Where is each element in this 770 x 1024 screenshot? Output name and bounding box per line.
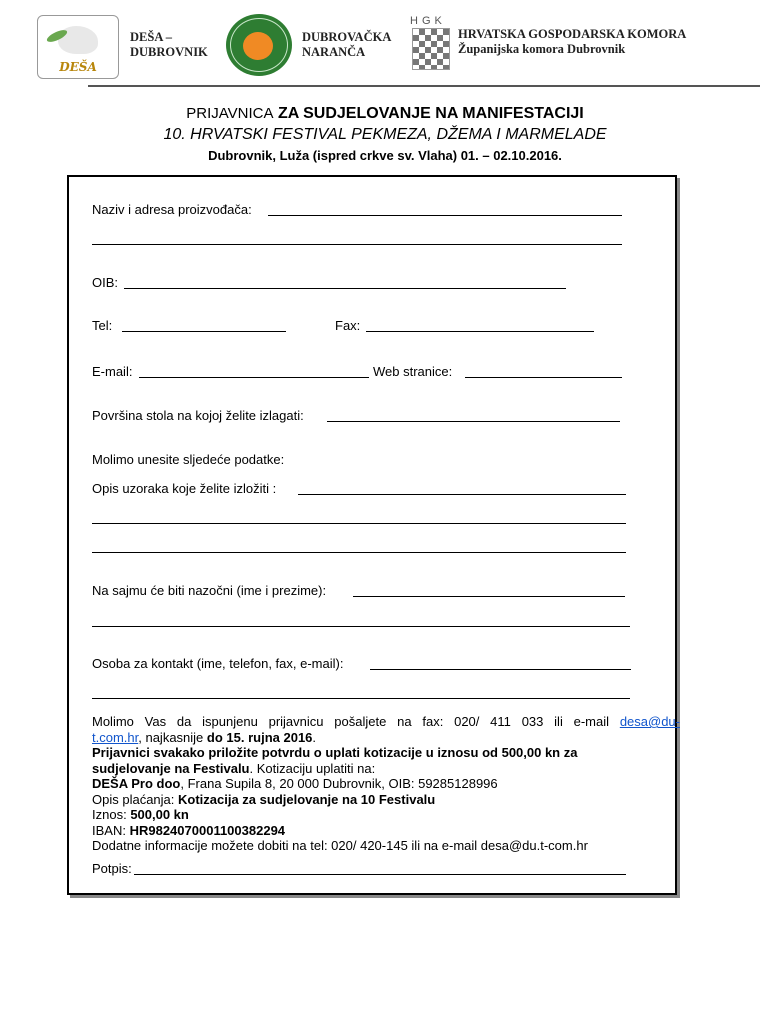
orange-logo: [226, 14, 292, 76]
producer-label: Naziv i adresa proizvođača:: [92, 202, 252, 217]
attendees-label: Na sajmu će biti nazočni (ime i prezime):: [92, 583, 327, 598]
amount-line: Iznos: 500,00 kn: [92, 807, 189, 822]
contact-input[interactable]: [370, 669, 631, 670]
form-title: PRIJAVNICA ZA SUDJELOVANJE NA MANIFESTACIJI: [186, 105, 584, 122]
orange-fruit-icon: [243, 32, 273, 60]
table-area-input[interactable]: [327, 421, 620, 422]
signature-label: Potpis:: [92, 861, 132, 876]
org-naranca-name: DUBROVAČKA NARANČA: [302, 30, 392, 59]
fax-input[interactable]: [366, 331, 594, 332]
tel-input[interactable]: [122, 331, 286, 332]
org-hgk-name: HRVATSKA GOSPODARSKA KOMORA Županijska komora Dubrovnik: [458, 27, 687, 56]
producer-input[interactable]: [268, 215, 622, 216]
instructions-line-2: t.com.hr, najkasnije do 15. rujna 2016.: [92, 729, 317, 745]
croatian-checkerboard-icon: [412, 28, 450, 70]
festival-location: Dubrovnik, Luža (ispred crkve sv. Vlaha) 01. – 02.10.2016.: [208, 148, 562, 163]
document-titles: [0, 104, 770, 165]
please-enter-text: Molimo unesite sljedeće podatke:: [92, 452, 285, 467]
contact-label: Osoba za kontakt (ime, telefon, fax, e-mail):: [92, 656, 344, 671]
header-divider: [88, 85, 760, 87]
samples-input-line2[interactable]: [92, 523, 626, 524]
org-desa-name: DEŠA – DUBROVNIK: [130, 30, 208, 59]
samples-label: Opis uzoraka koje želite izložiti :: [92, 481, 277, 496]
table-area-label: Površina stola na kojoj želite izlagati:: [92, 408, 304, 423]
instructions-line-4: sudjelovanje na Festivalu. Kotizaciju uplatiti na:: [92, 760, 376, 776]
desa-logo-text: DEŠA: [59, 60, 97, 74]
oib-input[interactable]: [124, 288, 566, 289]
samples-input[interactable]: [298, 494, 626, 495]
email-label: E-mail:: [92, 364, 133, 379]
producer-input-line2[interactable]: [92, 244, 622, 245]
web-input[interactable]: [465, 377, 622, 378]
attendees-input-line2[interactable]: [92, 626, 630, 627]
iban-line: IBAN: HR9824070001100382294: [92, 822, 286, 838]
desa-logo: [37, 15, 119, 79]
contact-input-line2[interactable]: [92, 698, 630, 699]
additional-info-line: Dodatne informacije možete dobiti na tel: 020/ 420-145 ili na e-mail desa@du.t-com.hr: [92, 838, 588, 853]
web-label: Web stranice:: [373, 364, 453, 379]
hgk-logo-letters: HGK: [410, 15, 446, 27]
instructions-block: [92, 714, 680, 854]
festival-title: 10. HRVATSKI FESTIVAL PEKMEZA, DŽEMA I MARMELADE: [163, 126, 607, 143]
tel-label: Tel:: [92, 318, 113, 333]
signature-input[interactable]: [134, 874, 626, 875]
instructions-line-3: Prijavnici svakako priložite potvrdu o uplati kotizacije u iznosu od 500,00 kn za: [92, 745, 578, 760]
instructions-line-1: Molimo Vas da ispunjenu prijavnicu pošaljete na fax: 020/ 411 033 ili e-mail desa@du-: [92, 714, 680, 729]
email-input[interactable]: [139, 377, 369, 378]
email-link-cont[interactable]: t.com.hr: [92, 729, 139, 745]
email-link[interactable]: desa@du-: [619, 714, 680, 729]
oib-label: OIB:: [92, 275, 119, 290]
payee-line: DEŠA Pro doo, Frana Supila 8, 20 000 Dubrovnik, OIB: 59285128996: [92, 776, 498, 791]
payment-description-line: Opis plaćanja: Kotizacija za sudjelovanje na 10 Festivalu: [92, 791, 436, 807]
fax-label: Fax:: [335, 318, 361, 333]
document-header: [0, 0, 770, 90]
samples-input-line3[interactable]: [92, 552, 626, 553]
attendees-input[interactable]: [353, 596, 625, 597]
